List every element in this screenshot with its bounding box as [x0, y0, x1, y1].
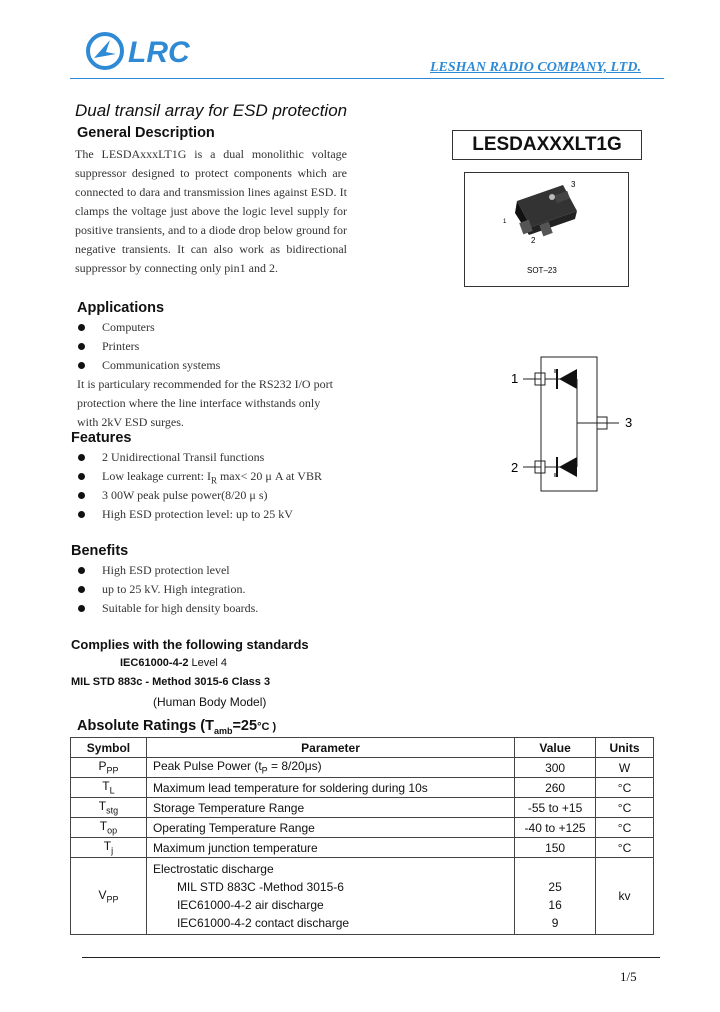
features-list	[75, 448, 375, 524]
list-item: 2 Unidirectional Transil functions	[75, 448, 375, 467]
col-parameter: Parameter	[146, 738, 514, 758]
table-row: $T_{stg}$ Storage Temperature Range -55 to +15 °C	[71, 798, 654, 818]
table-row: $P_{PP}$ Peak Pulse Power $(t_P = 8/20\mu s)$ 300 W	[71, 758, 654, 778]
lrc-logo	[84, 30, 214, 74]
general-heading: General Description	[77, 125, 215, 141]
table-header-row	[71, 738, 654, 758]
list-item: Suitable for high density boards.	[75, 599, 375, 618]
logo-text: LRC	[128, 36, 190, 69]
applications-note: It is particulary recommended for the RS232 I/O port protection where the line interface withstands only with 2kV ESD surges.	[77, 377, 333, 429]
benefits-list	[75, 561, 375, 618]
schematic-pin-2: 2	[511, 460, 519, 475]
benefits-heading: Benefits	[71, 543, 129, 559]
list-item: Computers	[75, 318, 355, 337]
standard-mil: MIL STD 883c - Method 3015-6 Class 3	[71, 676, 271, 688]
page-number: 1/5	[620, 969, 637, 984]
table-row: $T_j$ Maximum junction temperature 150 °C	[71, 838, 654, 858]
col-value: Value	[515, 738, 596, 758]
features-heading: Features	[71, 430, 132, 446]
ratings-table	[70, 737, 654, 935]
standard-iec: IEC61000-4-2 Level 4	[120, 657, 228, 669]
list-item: up to 25 kV. High integration.	[75, 580, 375, 599]
list-item: 3 00W peak pulse power(8/20 μ s)	[75, 486, 375, 505]
company-name: LESHAN RADIO COMPANY, LTD.	[430, 60, 641, 75]
schematic-pin-3: 3	[625, 415, 633, 430]
package-label: SOT–23	[527, 266, 557, 275]
circuit-schematic	[505, 355, 640, 495]
part-number-box	[452, 130, 642, 160]
standard-hbm: (Human Body Model)	[153, 695, 267, 709]
header-divider	[70, 78, 664, 79]
list-item: Printers	[75, 337, 355, 356]
col-symbol: Symbol	[71, 738, 147, 758]
table-row: $T_{op}$ Operating Temperature Range -40 to +125 °C	[71, 818, 654, 838]
list-item: High ESD protection level	[75, 561, 375, 580]
applications-heading: Applications	[77, 300, 165, 316]
col-units: Units	[596, 738, 654, 758]
ratings-heading: Absolute Ratings ($T_{amb}=25^\circ C$ )	[77, 718, 277, 736]
package-drawing	[464, 172, 629, 287]
standards-heading: Complies with the following standards	[71, 637, 309, 652]
list-item: High ESD protection level: up to 25 kV	[75, 505, 375, 524]
general-description: The LESDAxxxLT1G is a dual monolithic voltage suppressor designed to protect components which are connected to dara and transmission lines against ESD. It clamps the voltage just above the logic level supply for positive transients, and to a diode drop below ground for negative transients. It can also work as bidirectional suppressor by connecting only pin1 and 2.	[75, 147, 347, 275]
table-row-esd: $V_{PP}$ Electrostatic discharge MIL STD 883C -Method 3015-6 IEC61000-4-2 air discharge IEC61000-4-2 contact discharge 25 16 9 kv	[71, 858, 654, 935]
part-number: LESDAXXXLT1G	[472, 134, 622, 155]
pkg-pin-1: 1	[503, 219, 507, 225]
schematic-pin-1: 1	[511, 371, 519, 386]
document-title: Dual transil array for ESD protection	[75, 101, 348, 120]
pkg-pin-3: 3	[571, 180, 576, 189]
list-item: Low leakage current: $I_R$ max< 20 μ A at VBR	[75, 467, 375, 486]
pkg-pin-2: 2	[531, 236, 536, 245]
list-item: Communication systems	[75, 356, 355, 375]
footer-divider	[82, 957, 660, 958]
applications-list	[75, 318, 355, 375]
table-row: $T_L$ Maximum lead temperature for soldering during 10s 260 °C	[71, 778, 654, 798]
